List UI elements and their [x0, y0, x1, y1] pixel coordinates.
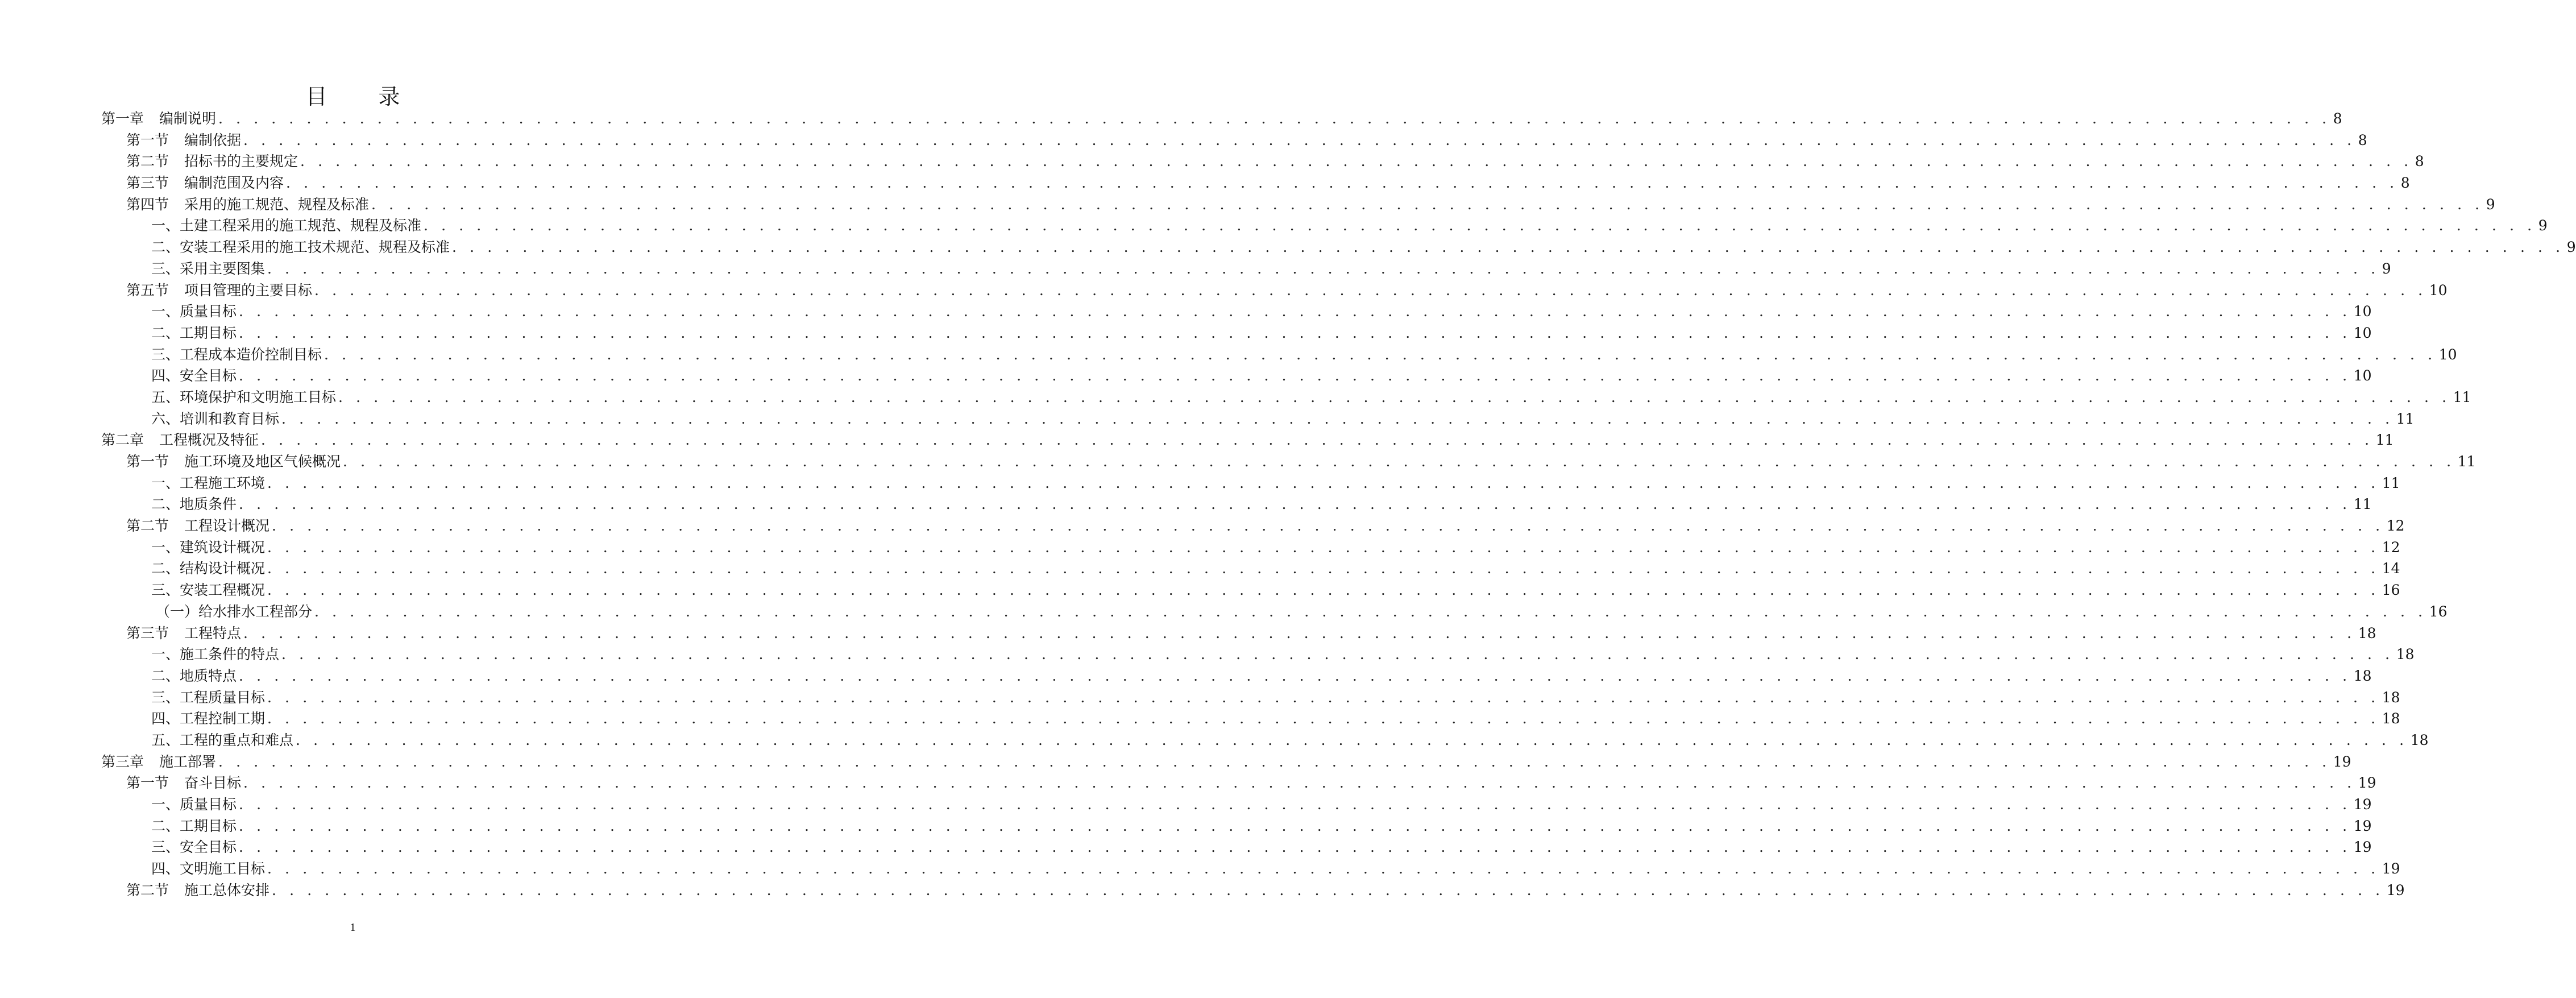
toc-entry-text: [151, 687, 265, 709]
toc-entry-text: [101, 429, 259, 451]
toc-entry-page: 9: [2486, 196, 2495, 213]
toc-entry-label: 工程设计概况: [184, 517, 270, 535]
dot-leader: . . . . . . . . . . . . . . . . . . . . . . . . . . . . . . . . . . . . . . . . . . . . . . . . . . . . . . . . . . . . . . . . . . . . . . . . . . . . . . . . . . . . . . . . . . . . . . . . . . . . . . . . . . . . . . . . . . . . . . . .: [267, 474, 2380, 491]
toc-entry-page: 10: [2353, 367, 2372, 384]
toc-entry[interactable]: [101, 473, 2400, 494]
dot-leader: . . . . . . . . . . . . . . . . . . . . . . . . . . . . . . . . . . . . . . . . . . . . . . . . . . . . . . . . . . . . . . . . . . . . . . . . . . . . . . . . . . . . . . . . . . . . . . . . . . . . . . . . . . . . . . . . . . . . . . . .: [324, 346, 2437, 363]
toc-entry-label: 四、安全目标: [151, 367, 237, 384]
toc-entry-text: [126, 880, 269, 901]
toc-entry-page: 14: [2382, 560, 2400, 577]
dot-leader: . . . . . . . . . . . . . . . . . . . . . . . . . . . . . . . . . . . . . . . . . . . . . . . . . . . . . . . . . . . . . . . . . . . . . . . . . . . . . . . . . . . . . . . . . . . . . . . . . . . . . . . . . . . . . . . . . . . . . . . .: [452, 239, 2565, 256]
toc-entry-page: 19: [2382, 860, 2400, 877]
toc-entry-number: 第一章: [101, 110, 144, 127]
toc-entry-label: 编制说明: [159, 110, 217, 127]
toc-entry-page: 11: [2382, 474, 2400, 491]
toc-entry-number: 第三节: [126, 624, 169, 641]
toc-entry-page: 19: [2386, 881, 2405, 898]
toc-entry-page: 10: [2429, 281, 2448, 299]
toc-entry[interactable]: [101, 644, 2415, 665]
toc-entry-label: 一、工程施工环境: [151, 474, 266, 491]
toc-entry-label: 一、土建工程采用的施工规范、规程及标准: [151, 217, 422, 234]
toc-entry-label: 编制范围及内容: [184, 175, 284, 192]
toc-entry-page: 18: [2382, 710, 2400, 727]
toc-entry[interactable]: [101, 151, 2424, 172]
toc-entry-text: [151, 730, 293, 751]
toc-entry-number: 第一节: [126, 131, 169, 148]
toc-entry[interactable]: [101, 665, 2372, 687]
toc-entry-label: 二、地质条件: [151, 496, 237, 513]
toc-entry-text: [151, 665, 237, 687]
toc-entry-page: 8: [2400, 175, 2410, 192]
toc-entry-page: 10: [2438, 346, 2457, 363]
dot-leader: . . . . . . . . . . . . . . . . . . . . . . . . . . . . . . . . . . . . . . . . . . . . . . . . . . . . . . . . . . . . . . . . . . . . . . . . . . . . . . . . . . . . . . . . . . . . . . . . . . . . . . . . . . . . . . . . . . . . . . . .: [286, 175, 2399, 192]
toc-entry-text: [151, 215, 421, 237]
toc-entry-label: 二、工期目标: [151, 324, 237, 341]
toc-entry[interactable]: [101, 280, 2448, 301]
toc-entry-label: 工程特点: [184, 624, 242, 641]
toc-entry-text: [126, 515, 269, 537]
dot-leader: . . . . . . . . . . . . . . . . . . . . . . . . . . . . . . . . . . . . . . . . . . . . . . . . . . . . . . . . . . . . . . . . . . . . . . . . . . . . . . . . . . . . . . . . . . . . . . . . . . . . . . . . . . . . . . . . . . . . . . . .: [296, 731, 2408, 748]
toc-entry-text: [151, 322, 237, 344]
dot-leader: . . . . . . . . . . . . . . . . . . . . . . . . . . . . . . . . . . . . . . . . . . . . . . . . . . . . . . . . . . . . . . . . . . . . . . . . . . . . . . . . . . . . . . . . . . . . . . . . . . . . . . . . . . . . . . . . . . . . . . . .: [424, 217, 2536, 234]
toc-entry-label: （一）给水排水工程部分: [156, 603, 313, 620]
dot-leader: . . . . . . . . . . . . . . . . . . . . . . . . . . . . . . . . . . . . . . . . . . . . . . . . . . . . . . . . . . . . . . . . . . . . . . . . . . . . . . . . . . . . . . . . . . . . . . . . . . . . . . . . . . . . . . . . . . . . . . . .: [243, 775, 2356, 792]
toc-entry-label: 四、文明施工目标: [151, 860, 266, 877]
toc-entry[interactable]: [101, 601, 2448, 623]
toc-entry[interactable]: [101, 687, 2400, 709]
toc-entry-page: 16: [2429, 603, 2448, 620]
toc-entry-text: [151, 537, 265, 558]
toc-entry-number: 第五节: [126, 281, 169, 299]
toc-entry-text: [151, 579, 265, 601]
toc-entry-label: 一、质量目标: [151, 796, 237, 813]
dot-leader: . . . . . . . . . . . . . . . . . . . . . . . . . . . . . . . . . . . . . . . . . . . . . . . . . . . . . . . . . . . . . . . . . . . . . . . . . . . . . . . . . . . . . . . . . . . . . . . . . . . . . . . . . . . . . . . . . . . . . . . .: [314, 281, 2427, 299]
toc-entry-page: 19: [2333, 753, 2351, 770]
toc-entry-page: 16: [2382, 582, 2400, 599]
toc-entry-label: 三、采用主要图集: [151, 260, 266, 277]
toc-entry-text: [151, 837, 237, 858]
toc-entry[interactable]: [101, 429, 2394, 451]
dot-leader: . . . . . . . . . . . . . . . . . . . . . . . . . . . . . . . . . . . . . . . . . . . . . . . . . . . . . . . . . . . . . . . . . . . . . . . . . . . . . . . . . . . . . . . . . . . . . . . . . . . . . . . . . . . . . . . . . . . . . . . .: [267, 260, 2380, 277]
toc-entry-number: 第一节: [126, 775, 169, 792]
toc-entry-page: 12: [2386, 517, 2405, 535]
toc-entry-number: 第二节: [126, 881, 169, 898]
toc-entry-page: 9: [2566, 239, 2576, 256]
toc-entry-text: [151, 387, 336, 408]
toc-entry-label: 项目管理的主要目标: [184, 281, 313, 299]
toc-entry-label: 采用的施工规范、规程及标准: [184, 196, 370, 213]
toc-entry-page: 9: [2538, 217, 2548, 234]
toc-entry[interactable]: [101, 172, 2410, 194]
toc-entry-page: 8: [2333, 110, 2342, 127]
toc-entry-text: [151, 858, 265, 880]
toc-entry[interactable]: [101, 365, 2372, 387]
toc-entry[interactable]: [101, 258, 2391, 280]
dot-leader: . . . . . . . . . . . . . . . . . . . . . . . . . . . . . . . . . . . . . . . . . . . . . . . . . . . . . . . . . . . . . . . . . . . . . . . . . . . . . . . . . . . . . . . . . . . . . . . . . . . . . . . . . . . . . . . . . . . . . . . .: [239, 303, 2351, 320]
toc-entry[interactable]: [101, 815, 2372, 837]
toc-entry-page: 10: [2353, 303, 2372, 320]
toc-entry-page: 11: [2353, 496, 2372, 513]
toc-entry-text: [126, 130, 241, 151]
dot-leader: . . . . . . . . . . . . . . . . . . . . . . . . . . . . . . . . . . . . . . . . . . . . . . . . . . . . . . . . . . . . . . . . . . . . . . . . . . . . . . . . . . . . . . . . . . . . . . . . . . . . . . . . . . . . . . . . . . . . . . . .: [243, 624, 2356, 641]
toc-entry-label: 三、工程质量目标: [151, 689, 266, 706]
toc-entry-label: 一、施工条件的特点: [151, 646, 280, 663]
dot-leader: . . . . . . . . . . . . . . . . . . . . . . . . . . . . . . . . . . . . . . . . . . . . . . . . . . . . . . . . . . . . . . . . . . . . . . . . . . . . . . . . . . . . . . . . . . . . . . . . . . . . . . . . . . . . . . . . . . . . . . . .: [267, 710, 2380, 727]
toc-entry[interactable]: [101, 880, 2405, 901]
toc-entry[interactable]: [101, 858, 2400, 880]
toc-entry-page: 18: [2382, 689, 2400, 706]
dot-leader: . . . . . . . . . . . . . . . . . . . . . . . . . . . . . . . . . . . . . . . . . . . . . . . . . . . . . . . . . . . . . . . . . . . . . . . . . . . . . . . . . . . . . . . . . . . . . . . . . . . . . . . . . . . . . . . . . . . . . . . .: [243, 131, 2356, 148]
toc-entry-label: 编制依据: [184, 131, 242, 148]
toc-entry-text: [126, 623, 241, 644]
toc-entry-page: 11: [2453, 388, 2471, 405]
toc-entry[interactable]: [101, 108, 2342, 130]
toc-entry[interactable]: [101, 344, 2457, 366]
toc-entry[interactable]: [101, 537, 2400, 558]
toc-entry-label: 工程概况及特征: [159, 432, 259, 449]
toc-title: 目录: [305, 84, 451, 109]
toc-entry-page: 12: [2382, 539, 2400, 556]
dot-leader: . . . . . . . . . . . . . . . . . . . . . . . . . . . . . . . . . . . . . . . . . . . . . . . . . . . . . . . . . . . . . . . . . . . . . . . . . . . . . . . . . . . . . . . . . . . . . . . . . . . . . . . . . . . . . . . . . . . . . . . .: [371, 196, 2484, 213]
toc-entry[interactable]: [101, 215, 2548, 237]
dot-leader: . . . . . . . . . . . . . . . . . . . . . . . . . . . . . . . . . . . . . . . . . . . . . . . . . . . . . . . . . . . . . . . . . . . . . . . . . . . . . . . . . . . . . . . . . . . . . . . . . . . . . . . . . . . . . . . . . . . . . . . .: [239, 367, 2351, 384]
toc-entry-text: [126, 280, 312, 301]
dot-leader: . . . . . . . . . . . . . . . . . . . . . . . . . . . . . . . . . . . . . . . . . . . . . . . . . . . . . . . . . . . . . . . . . . . . . . . . . . . . . . . . . . . . . . . . . . . . . . . . . . . . . . . . . . . . . . . . . . . . . . . .: [314, 603, 2427, 620]
dot-leader: . . . . . . . . . . . . . . . . . . . . . . . . . . . . . . . . . . . . . . . . . . . . . . . . . . . . . . . . . . . . . . . . . . . . . . . . . . . . . . . . . . . . . . . . . . . . . . . . . . . . . . . . . . . . . . . . . . . . . . . .: [267, 582, 2380, 599]
toc-entry-label: 三、安全目标: [151, 839, 237, 856]
dot-leader: . . . . . . . . . . . . . . . . . . . . . . . . . . . . . . . . . . . . . . . . . . . . . . . . . . . . . . . . . . . . . . . . . . . . . . . . . . . . . . . . . . . . . . . . . . . . . . . . . . . . . . . . . . . . . . . . . . . . . . . .: [338, 388, 2451, 405]
toc-entry[interactable]: [101, 623, 2376, 644]
toc-entry-page: 19: [2353, 796, 2372, 813]
toc-entry[interactable]: [101, 451, 2476, 473]
toc-entry-label: 六、培训和教育目标: [151, 410, 280, 427]
toc-entry-page: 19: [2353, 817, 2372, 834]
toc-entry-label: 二、地质特点: [151, 667, 237, 684]
toc-entry-number: 第二章: [101, 432, 144, 449]
toc-entry[interactable]: [101, 794, 2372, 815]
toc-entry-text: [151, 494, 237, 515]
table-of-contents: [101, 108, 2576, 901]
toc-entry-number: 第二节: [126, 517, 169, 535]
toc-entry-number: 第二节: [126, 153, 169, 170]
toc-entry-text: [151, 815, 237, 837]
dot-leader: . . . . . . . . . . . . . . . . . . . . . . . . . . . . . . . . . . . . . . . . . . . . . . . . . . . . . . . . . . . . . . . . . . . . . . . . . . . . . . . . . . . . . . . . . . . . . . . . . . . . . . . . . . . . . . . . . . . . . . . .: [218, 110, 2331, 127]
toc-entry[interactable]: [101, 301, 2372, 322]
toc-entry-text: [101, 108, 216, 130]
toc-entry-label: 二、结构设计概况: [151, 560, 266, 577]
toc-entry-text: [126, 451, 341, 473]
dot-leader: . . . . . . . . . . . . . . . . . . . . . . . . . . . . . . . . . . . . . . . . . . . . . . . . . . . . . . . . . . . . . . . . . . . . . . . . . . . . . . . . . . . . . . . . . . . . . . . . . . . . . . . . . . . . . . . . . . . . . . . .: [300, 153, 2413, 170]
toc-entry-text: [126, 772, 241, 794]
toc-entry[interactable]: [101, 708, 2400, 730]
toc-entry-text: [126, 172, 284, 194]
toc-entry[interactable]: [101, 322, 2372, 344]
toc-entry-page: 9: [2382, 260, 2391, 277]
toc-entry-text: [151, 301, 237, 322]
toc-entry-number: 第三节: [126, 175, 169, 192]
toc-entry[interactable]: [101, 751, 2351, 773]
dot-leader: . . . . . . . . . . . . . . . . . . . . . . . . . . . . . . . . . . . . . . . . . . . . . . . . . . . . . . . . . . . . . . . . . . . . . . . . . . . . . . . . . . . . . . . . . . . . . . . . . . . . . . . . . . . . . . . . . . . . . . . .: [267, 860, 2380, 877]
toc-entry[interactable]: [101, 387, 2471, 408]
toc-entry-label: 招标书的主要规定: [184, 153, 298, 170]
dot-leader: . . . . . . . . . . . . . . . . . . . . . . . . . . . . . . . . . . . . . . . . . . . . . . . . . . . . . . . . . . . . . . . . . . . . . . . . . . . . . . . . . . . . . . . . . . . . . . . . . . . . . . . . . . . . . . . . . . . . . . . .: [267, 689, 2380, 706]
toc-entry-text: [151, 794, 237, 815]
toc-entry-text: [126, 151, 298, 172]
dot-leader: . . . . . . . . . . . . . . . . . . . . . . . . . . . . . . . . . . . . . . . . . . . . . . . . . . . . . . . . . . . . . . . . . . . . . . . . . . . . . . . . . . . . . . . . . . . . . . . . . . . . . . . . . . . . . . . . . . . . . . . .: [343, 453, 2455, 470]
toc-entry-label: 二、安装工程采用的施工技术规范、规程及标准: [151, 239, 450, 256]
toc-entry-page: 10: [2353, 324, 2372, 341]
toc-entry-text: [151, 237, 450, 258]
toc-entry-page: 11: [2457, 453, 2476, 470]
toc-entry-page: 19: [2358, 775, 2376, 792]
toc-entry-page: 18: [2410, 731, 2429, 748]
toc-entry[interactable]: [101, 494, 2372, 515]
toc-entry-text: [151, 408, 279, 430]
dot-leader: . . . . . . . . . . . . . . . . . . . . . . . . . . . . . . . . . . . . . . . . . . . . . . . . . . . . . . . . . . . . . . . . . . . . . . . . . . . . . . . . . . . . . . . . . . . . . . . . . . . . . . . . . . . . . . . . . . . . . . . .: [272, 517, 2384, 535]
toc-entry-page: 11: [2375, 432, 2394, 449]
toc-entry-label: 施工环境及地区气候概况: [184, 453, 341, 470]
dot-leader: . . . . . . . . . . . . . . . . . . . . . . . . . . . . . . . . . . . . . . . . . . . . . . . . . . . . . . . . . . . . . . . . . . . . . . . . . . . . . . . . . . . . . . . . . . . . . . . . . . . . . . . . . . . . . . . . . . . . . . . .: [239, 817, 2351, 834]
toc-entry-number: 第一节: [126, 453, 169, 470]
toc-entry-text: [151, 258, 265, 280]
toc-entry-label: 奋斗目标: [184, 775, 242, 792]
toc-entry-number: 第四节: [126, 196, 169, 213]
toc-entry-text: [156, 601, 312, 623]
dot-leader: . . . . . . . . . . . . . . . . . . . . . . . . . . . . . . . . . . . . . . . . . . . . . . . . . . . . . . . . . . . . . . . . . . . . . . . . . . . . . . . . . . . . . . . . . . . . . . . . . . . . . . . . . . . . . . . . . . . . . . . .: [239, 839, 2351, 856]
toc-entry[interactable]: [101, 730, 2429, 751]
toc-entry-label: 施工总体安排: [184, 881, 270, 898]
dot-leader: . . . . . . . . . . . . . . . . . . . . . . . . . . . . . . . . . . . . . . . . . . . . . . . . . . . . . . . . . . . . . . . . . . . . . . . . . . . . . . . . . . . . . . . . . . . . . . . . . . . . . . . . . . . . . . . . . . . . . . . .: [239, 324, 2351, 341]
toc-entry-page: 19: [2353, 839, 2372, 856]
toc-entry[interactable]: [101, 194, 2495, 216]
dot-leader: . . . . . . . . . . . . . . . . . . . . . . . . . . . . . . . . . . . . . . . . . . . . . . . . . . . . . . . . . . . . . . . . . . . . . . . . . . . . . . . . . . . . . . . . . . . . . . . . . . . . . . . . . . . . . . . . . . . . . . . .: [281, 410, 2394, 427]
toc-entry-label: 五、环境保护和文明施工目标: [151, 388, 337, 405]
dot-leader: . . . . . . . . . . . . . . . . . . . . . . . . . . . . . . . . . . . . . . . . . . . . . . . . . . . . . . . . . . . . . . . . . . . . . . . . . . . . . . . . . . . . . . . . . . . . . . . . . . . . . . . . . . . . . . . . . . . . . . . .: [239, 667, 2351, 684]
dot-leader: . . . . . . . . . . . . . . . . . . . . . . . . . . . . . . . . . . . . . . . . . . . . . . . . . . . . . . . . . . . . . . . . . . . . . . . . . . . . . . . . . . . . . . . . . . . . . . . . . . . . . . . . . . . . . . . . . . . . . . . .: [239, 796, 2351, 813]
toc-entry[interactable]: [101, 237, 2576, 258]
dot-leader: . . . . . . . . . . . . . . . . . . . . . . . . . . . . . . . . . . . . . . . . . . . . . . . . . . . . . . . . . . . . . . . . . . . . . . . . . . . . . . . . . . . . . . . . . . . . . . . . . . . . . . . . . . . . . . . . . . . . . . . .: [272, 881, 2384, 898]
toc-entry-text: [151, 473, 265, 494]
toc-entry-text: [101, 751, 216, 773]
toc-entry[interactable]: [101, 408, 2415, 430]
toc-entry[interactable]: [101, 579, 2400, 601]
dot-leader: . . . . . . . . . . . . . . . . . . . . . . . . . . . . . . . . . . . . . . . . . . . . . . . . . . . . . . . . . . . . . . . . . . . . . . . . . . . . . . . . . . . . . . . . . . . . . . . . . . . . . . . . . . . . . . . . . . . . . . . .: [218, 753, 2331, 770]
toc-entry-label: 一、建筑设计概况: [151, 539, 266, 556]
toc-entry-text: [151, 558, 265, 579]
toc-entry-label: 施工部署: [159, 753, 217, 770]
dot-leader: . . . . . . . . . . . . . . . . . . . . . . . . . . . . . . . . . . . . . . . . . . . . . . . . . . . . . . . . . . . . . . . . . . . . . . . . . . . . . . . . . . . . . . . . . . . . . . . . . . . . . . . . . . . . . . . . . . . . . . . .: [281, 646, 2394, 663]
toc-entry-label: 一、质量目标: [151, 303, 237, 320]
toc-entry-page: 18: [2396, 646, 2415, 663]
dot-leader: . . . . . . . . . . . . . . . . . . . . . . . . . . . . . . . . . . . . . . . . . . . . . . . . . . . . . . . . . . . . . . . . . . . . . . . . . . . . . . . . . . . . . . . . . . . . . . . . . . . . . . . . . . . . . . . . . . . . . . . .: [261, 432, 2374, 449]
toc-entry-text: [126, 194, 369, 216]
toc-entry[interactable]: [101, 772, 2376, 794]
toc-entry-text: [151, 365, 237, 387]
dot-leader: . . . . . . . . . . . . . . . . . . . . . . . . . . . . . . . . . . . . . . . . . . . . . . . . . . . . . . . . . . . . . . . . . . . . . . . . . . . . . . . . . . . . . . . . . . . . . . . . . . . . . . . . . . . . . . . . . . . . . . . .: [267, 560, 2380, 577]
toc-entry-number: 第三章: [101, 753, 144, 770]
toc-entry[interactable]: [101, 837, 2372, 858]
toc-entry-text: [151, 344, 322, 366]
page-number: 1: [350, 921, 356, 934]
toc-entry[interactable]: [101, 515, 2405, 537]
toc-entry-label: 三、工程成本造价控制目标: [151, 346, 322, 363]
dot-leader: . . . . . . . . . . . . . . . . . . . . . . . . . . . . . . . . . . . . . . . . . . . . . . . . . . . . . . . . . . . . . . . . . . . . . . . . . . . . . . . . . . . . . . . . . . . . . . . . . . . . . . . . . . . . . . . . . . . . . . . .: [239, 496, 2351, 513]
toc-entry-label: 五、工程的重点和难点: [151, 731, 294, 748]
toc-entry-label: 三、安装工程概况: [151, 582, 266, 599]
dot-leader: . . . . . . . . . . . . . . . . . . . . . . . . . . . . . . . . . . . . . . . . . . . . . . . . . . . . . . . . . . . . . . . . . . . . . . . . . . . . . . . . . . . . . . . . . . . . . . . . . . . . . . . . . . . . . . . . . . . . . . . .: [267, 539, 2380, 556]
toc-entry-page: 18: [2358, 624, 2376, 641]
toc-entry-page: 11: [2396, 410, 2415, 427]
toc-entry-page: 8: [2415, 153, 2424, 170]
toc-entry-label: 四、工程控制工期: [151, 710, 266, 727]
toc-entry[interactable]: [101, 130, 2367, 151]
toc-entry-text: [151, 708, 265, 730]
toc-entry-page: 8: [2358, 131, 2367, 148]
toc-entry-text: [151, 644, 279, 665]
toc-entry-page: 18: [2353, 667, 2372, 684]
toc-entry[interactable]: [101, 558, 2400, 579]
toc-entry-label: 二、工期目标: [151, 817, 237, 834]
